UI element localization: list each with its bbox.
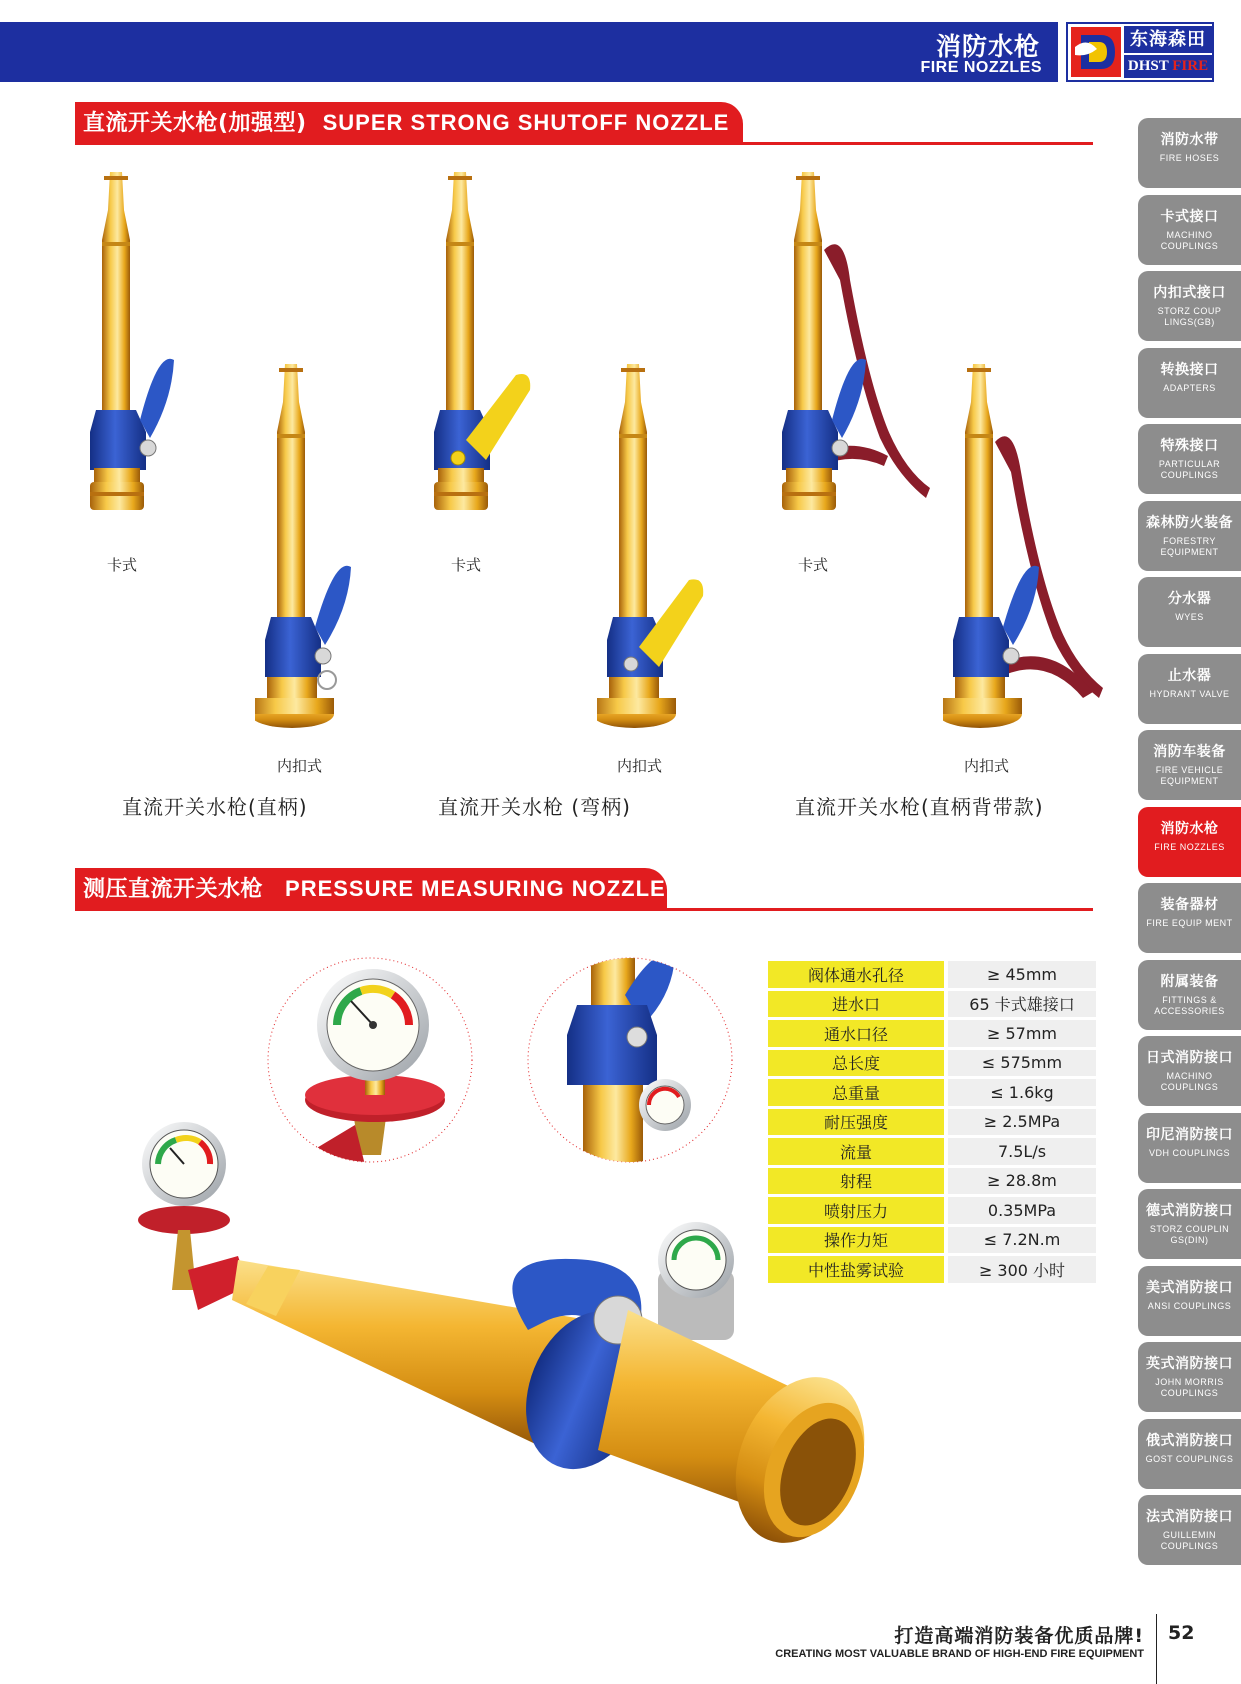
side-nav-label-en: ADAPTERS <box>1163 382 1216 393</box>
caption-bent-handle: 直流开关水枪 (弯柄) <box>438 795 631 819</box>
spec-value: 65 卡式雄接口 <box>948 991 1096 1018</box>
spec-key: 进水口 <box>768 991 944 1018</box>
spec-key: 通水口径 <box>768 1020 944 1047</box>
side-nav-item[interactable] <box>1138 883 1241 953</box>
spec-key: 总长度 <box>768 1050 944 1077</box>
side-nav-label-en: FIRE NOZZLES <box>1154 841 1225 852</box>
side-nav-label-cn: 转换接口 <box>1160 361 1219 378</box>
side-nav-label-en: MACHINO COUPLINGS <box>1160 229 1219 251</box>
spec-value: ≤ 1.6kg <box>948 1079 1096 1106</box>
nozzle-bent-machino-image <box>432 170 542 530</box>
label-kashi-3: 卡式 <box>798 556 829 574</box>
header-title-cn: 消防水枪 <box>935 32 1040 61</box>
spec-row <box>768 1197 1096 1224</box>
spec-value: ≥ 45mm <box>948 961 1096 988</box>
side-nav-item[interactable] <box>1138 1036 1241 1106</box>
side-nav-label-en: FORESTRY EQUIPMENT <box>1160 535 1219 557</box>
nozzle-bent-storz-image <box>597 362 717 732</box>
side-nav-label-cn: 美式消防接口 <box>1146 1279 1233 1296</box>
side-nav-label-cn: 德式消防接口 <box>1146 1203 1233 1219</box>
side-nav-label-cn: 装备器材 <box>1160 897 1219 913</box>
side-nav-label-cn: 消防车装备 <box>1153 744 1226 760</box>
side-nav-label-cn: 法式消防接口 <box>1146 1509 1233 1525</box>
side-nav-label-en: GUILLEMIN COUPLINGS <box>1160 1530 1219 1551</box>
spec-value: ≥ 28.8m <box>948 1168 1096 1195</box>
spec-key: 喷射压力 <box>768 1197 944 1224</box>
side-nav-label-en: STORZ COUP LINGS(GB) <box>1157 306 1222 327</box>
section2-divider <box>75 908 1093 911</box>
spec-table <box>768 958 1096 1286</box>
section2-title-en: PRESSURE MEASURING NOZZLE <box>285 876 666 901</box>
side-nav-item[interactable] <box>1138 1189 1241 1259</box>
side-nav-label-en: FITTINGS & ACCESSORIES <box>1154 994 1225 1016</box>
side-nav-label-en: VDH COUPLINGS <box>1148 1147 1230 1158</box>
label-neikoushi-1: 内扣式 <box>277 757 323 775</box>
side-nav-label-cn: 俄式消防接口 <box>1146 1432 1233 1449</box>
side-nav-label-en: FIRE HOSES <box>1159 153 1220 163</box>
footer-slogan-en: CREATING MOST VALUABLE BRAND OF HIGH-END FIRE EQUIPMENT <box>775 1648 1144 1660</box>
section1-title-cn: 直流开关水枪(加强型) <box>83 111 307 136</box>
side-nav-label-en: JOHN MORRIS COUPLINGS <box>1155 1377 1224 1398</box>
spec-value: ≥ 300 小时 <box>948 1256 1096 1283</box>
caption-straight-handle: 直流开关水枪(直柄) <box>122 795 308 819</box>
side-nav-label-cn: 日式消防接口 <box>1146 1050 1233 1066</box>
footer-divider <box>1156 1614 1157 1684</box>
page-header <box>0 22 1058 82</box>
spec-key: 中性盐雾试验 <box>768 1256 944 1283</box>
side-nav-label-en: PARTICULAR COUPLINGS <box>1158 459 1221 480</box>
side-nav-item[interactable] <box>1138 1495 1241 1565</box>
spec-value: 0.35MPa <box>948 1197 1096 1224</box>
side-nav-item[interactable] <box>1138 195 1241 265</box>
side-nav-label-en: STORZ COUPLIN GS(DIN) <box>1149 1224 1230 1245</box>
side-nav-label-en: MACHINO COUPLINGS <box>1160 1071 1219 1092</box>
side-nav-label-cn: 英式消防接口 <box>1146 1356 1233 1372</box>
nozzle-strap-storz-image <box>943 362 1113 732</box>
spec-value: ≥ 57mm <box>948 1020 1096 1047</box>
spec-row <box>768 1227 1096 1254</box>
side-nav-item[interactable] <box>1138 730 1241 800</box>
spec-key: 操作力矩 <box>768 1227 944 1254</box>
label-kashi-2: 卡式 <box>451 556 482 574</box>
spec-key: 阀体通水孔径 <box>768 961 944 988</box>
side-nav-label-en: FIRE EQUIP MENT <box>1146 918 1233 928</box>
side-nav-label-cn: 消防水带 <box>1160 132 1219 148</box>
spec-row <box>768 1138 1096 1165</box>
side-nav-label-cn: 附属装备 <box>1160 973 1219 990</box>
spec-value: ≤ 7.2N.m <box>948 1227 1096 1254</box>
spec-row <box>768 1168 1096 1195</box>
section1-title-en: SUPER STRONG SHUTOFF NOZZLE <box>322 110 730 135</box>
nozzle-straight-machino-image <box>88 170 188 530</box>
header-title-en: FIRE NOZZLES <box>920 59 1042 76</box>
side-nav-label-cn: 分水器 <box>1167 591 1212 607</box>
side-nav-label-en: GOST COUPLINGS <box>1145 1453 1234 1464</box>
section2-title-cn: 测压直流开关水枪 <box>83 877 264 902</box>
section1-divider <box>75 142 1093 145</box>
page-number: 52 <box>1168 1622 1195 1644</box>
side-nav-label-cn: 止水器 <box>1167 667 1212 684</box>
side-nav-item[interactable] <box>1138 654 1241 724</box>
section-title-shutoff-nozzle <box>75 102 743 144</box>
side-nav-item[interactable] <box>1138 501 1241 571</box>
side-nav-item[interactable] <box>1138 424 1241 494</box>
spec-row <box>768 991 1096 1018</box>
side-nav-item[interactable] <box>1138 1113 1241 1183</box>
footer-slogan-cn: 打造高端消防装备优质品牌! <box>894 1625 1144 1647</box>
side-nav-label-en: WYES <box>1175 612 1204 622</box>
spec-row <box>768 961 1096 988</box>
side-nav-label-en: ANSI COUPLINGS <box>1147 1300 1232 1311</box>
caption-strap-handle: 直流开关水枪(直柄背带款) <box>795 795 1044 819</box>
brand-name-cn: 东海森田 <box>1124 26 1212 53</box>
brand-name-en-b: FIRE <box>1172 58 1209 74</box>
side-nav-item[interactable] <box>1138 1266 1241 1336</box>
spec-row <box>768 1256 1096 1283</box>
spec-value: ≥ 2.5MPa <box>948 1109 1096 1136</box>
label-neikoushi-2: 内扣式 <box>617 757 663 775</box>
label-kashi-1: 卡式 <box>107 556 138 574</box>
nozzle-straight-storz-image <box>255 362 365 732</box>
brand-name-en-a: DHST <box>1127 58 1169 74</box>
side-nav-label-cn: 特殊接口 <box>1160 438 1219 454</box>
side-nav-label-cn: 卡式接口 <box>1160 208 1219 225</box>
spec-key: 耐压强度 <box>768 1109 944 1136</box>
side-nav-item[interactable] <box>1138 1419 1241 1489</box>
nozzle-strap-machino-image <box>780 170 950 530</box>
spec-value: ≤ 575mm <box>948 1050 1096 1077</box>
brand-logo <box>1066 22 1214 82</box>
label-neikoushi-3: 内扣式 <box>964 757 1010 775</box>
side-nav-label-cn: 消防水枪 <box>1160 820 1219 837</box>
spec-row <box>768 1079 1096 1106</box>
side-nav-label-cn: 印尼消防接口 <box>1146 1126 1233 1143</box>
spec-row <box>768 1050 1096 1077</box>
side-nav-label-cn: 森林防火装备 <box>1146 514 1233 531</box>
side-nav-item[interactable] <box>1138 807 1241 877</box>
side-nav-label-en: HYDRANT VALVE <box>1149 688 1230 699</box>
side-nav-label-cn: 内扣式接口 <box>1153 285 1226 301</box>
side-nav-item[interactable] <box>1138 1342 1241 1412</box>
section-title-pressure-nozzle <box>75 868 667 910</box>
spec-key: 总重量 <box>768 1079 944 1106</box>
side-nav-label-en: FIRE VEHICLE EQUIPMENT <box>1155 765 1224 786</box>
spec-row <box>768 1020 1096 1047</box>
side-nav-item[interactable] <box>1138 271 1241 341</box>
spec-value: 7.5L/s <box>948 1138 1096 1165</box>
brand-name-en <box>1124 55 1212 78</box>
side-nav-item[interactable] <box>1138 960 1241 1030</box>
side-nav-item[interactable] <box>1138 348 1241 418</box>
spec-key: 射程 <box>768 1168 944 1195</box>
side-nav-item[interactable] <box>1138 118 1241 188</box>
spec-row <box>768 1109 1096 1136</box>
spec-key: 流量 <box>768 1138 944 1165</box>
brand-mark-icon <box>1071 27 1121 77</box>
side-nav-item[interactable] <box>1138 577 1241 647</box>
